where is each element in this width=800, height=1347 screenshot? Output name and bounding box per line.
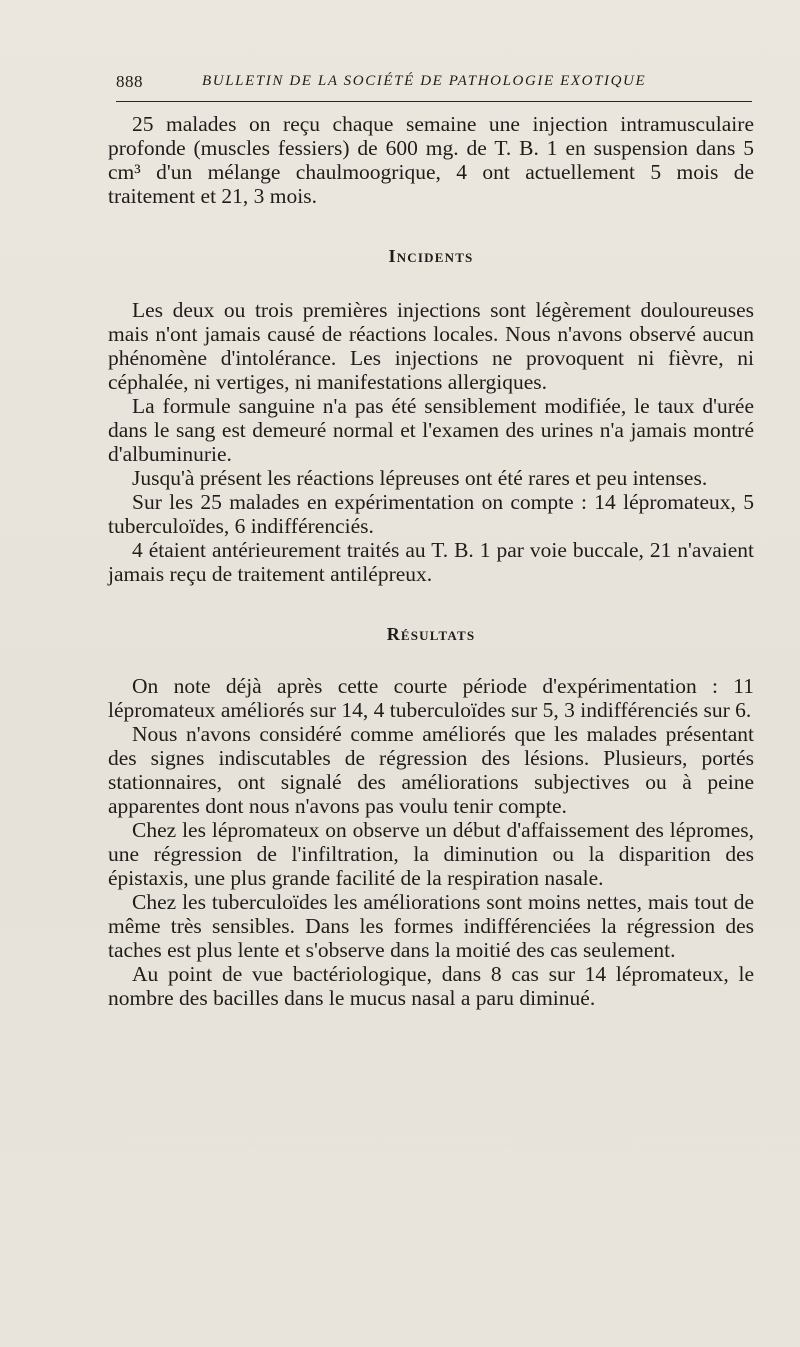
incidents-paragraph: 4 étaient antérieurement traités au T. B. 1 par voie buccale, 21 n'avaient jamais reçu de traitement antilépreux. — [108, 538, 754, 586]
resultats-paragraph: Nous n'avons considéré comme améliorés que les malades présentant des signes indiscutables de régression des lésions. Plusieurs, portés stationnaires, ont signalé des améliorations subjectives ou à peine apparentes dont nous n'avons pas voulu tenir compte. — [108, 722, 754, 818]
journal-title: BULLETIN DE LA SOCIÉTÉ DE PATHOLOGIE EXOTIQUE — [202, 73, 647, 89]
page-number: 888 — [116, 72, 143, 91]
article-body — [108, 112, 754, 1010]
incidents-paragraph: La formule sanguine n'a pas été sensiblement modifiée, le taux d'urée dans le sang est demeuré normal et l'examen des urines n'a jamais montré d'albuminurie. — [108, 394, 754, 466]
resultats-paragraph: Chez les lépromateux on observe un début d'affaissement des lépromes, une régression de l'infiltration, la diminution ou la disparition des épistaxis, une plus grande facilité de la respiration nasale. — [108, 818, 754, 890]
header-rule — [116, 101, 752, 102]
resultats-paragraph: On note déjà après cette courte période d'expérimentation : 11 lépromateux améliorés sur 14, 4 tuberculoïdes sur 5, 3 indifférenciés sur 6. — [108, 674, 754, 722]
paragraph-intro: 25 malades on reçu chaque semaine une injection intramusculaire profonde (muscles fessiers) de 600 mg. de T. B. 1 en suspension dans 5 cm³ d'un mélange chaulmoogrique, 4 ont actuellement 5 mois de traitement et 21, 3 mois. — [108, 112, 754, 208]
running-head — [116, 70, 752, 96]
incidents-paragraph: Sur les 25 malades en expérimentation on compte : 14 lépromateux, 5 tuberculoïdes, 6 indifférenciés. — [108, 490, 754, 538]
incidents-paragraph: Jusqu'à présent les réactions lépreuses ont été rares et peu intenses. — [132, 466, 708, 490]
heading-resultats: Résultats — [386, 624, 476, 644]
resultats-paragraph: Au point de vue bactériologique, dans 8 cas sur 14 lépromateux, le nombre des bacilles dans le mucus nasal a paru diminué. — [108, 962, 754, 1010]
resultats-paragraph: Chez les tuberculoïdes les améliorations sont moins nettes, mais tout de même très sensibles. Dans les formes indifférenciées la régression des taches est plus lente et s'observe dans la moitié des cas seulement. — [108, 890, 754, 962]
incidents-paragraph: Les deux ou trois premières injections sont légèrement douloureuses mais n'ont jamais causé de réactions locales. Nous n'avons observé aucun phénomène d'intolérance. Les injections ne provoquent ni fièvre, ni céphalée, ni vertiges, ni manifestations allergiques. — [108, 298, 754, 394]
heading-incidents: Incidents — [388, 246, 474, 266]
